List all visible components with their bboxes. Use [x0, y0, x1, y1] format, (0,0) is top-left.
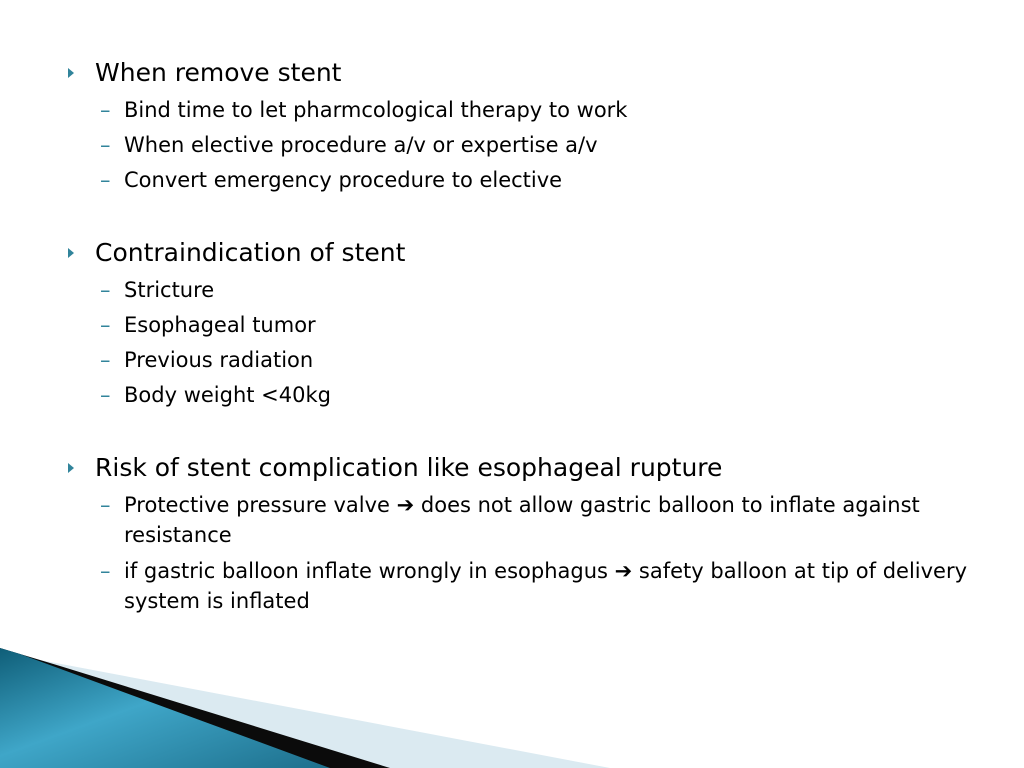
- section-heading-text: When remove stent: [95, 58, 342, 87]
- dash-bullet-icon: –: [100, 313, 111, 337]
- list-item-text: Convert emergency procedure to elective: [124, 168, 563, 192]
- list-item-text: Body weight <40kg: [124, 383, 331, 407]
- list-item-text: Bind time to let pharmcological therapy to work: [124, 98, 628, 122]
- list-item-text: Protective pressure valve ➔ does not allow gastric balloon to inflate against resistance: [124, 493, 920, 547]
- dash-bullet-icon: –: [100, 493, 111, 517]
- list-item-text: Esophageal tumor: [124, 313, 316, 337]
- section-heading-text: Risk of stent complication like esophageal rupture: [95, 453, 723, 482]
- list-item-text: When elective procedure a/v or expertise a/v: [124, 133, 598, 157]
- dash-bullet-icon: –: [100, 383, 111, 407]
- list-item-text: Previous radiation: [124, 348, 314, 372]
- list-item-text: Stricture: [124, 278, 215, 302]
- dash-bullet-icon: –: [100, 98, 111, 122]
- list-item-text: if gastric balloon inflate wrongly in esophagus ➔ safety balloon at tip of delivery system is inflated: [124, 559, 968, 613]
- dash-bullet-icon: –: [100, 278, 111, 302]
- dash-bullet-icon: –: [100, 168, 111, 192]
- dash-bullet-icon: –: [100, 348, 111, 372]
- dash-bullet-icon: –: [100, 559, 111, 583]
- dash-bullet-icon: –: [100, 133, 111, 157]
- section-heading-text: Contraindication of stent: [95, 238, 406, 267]
